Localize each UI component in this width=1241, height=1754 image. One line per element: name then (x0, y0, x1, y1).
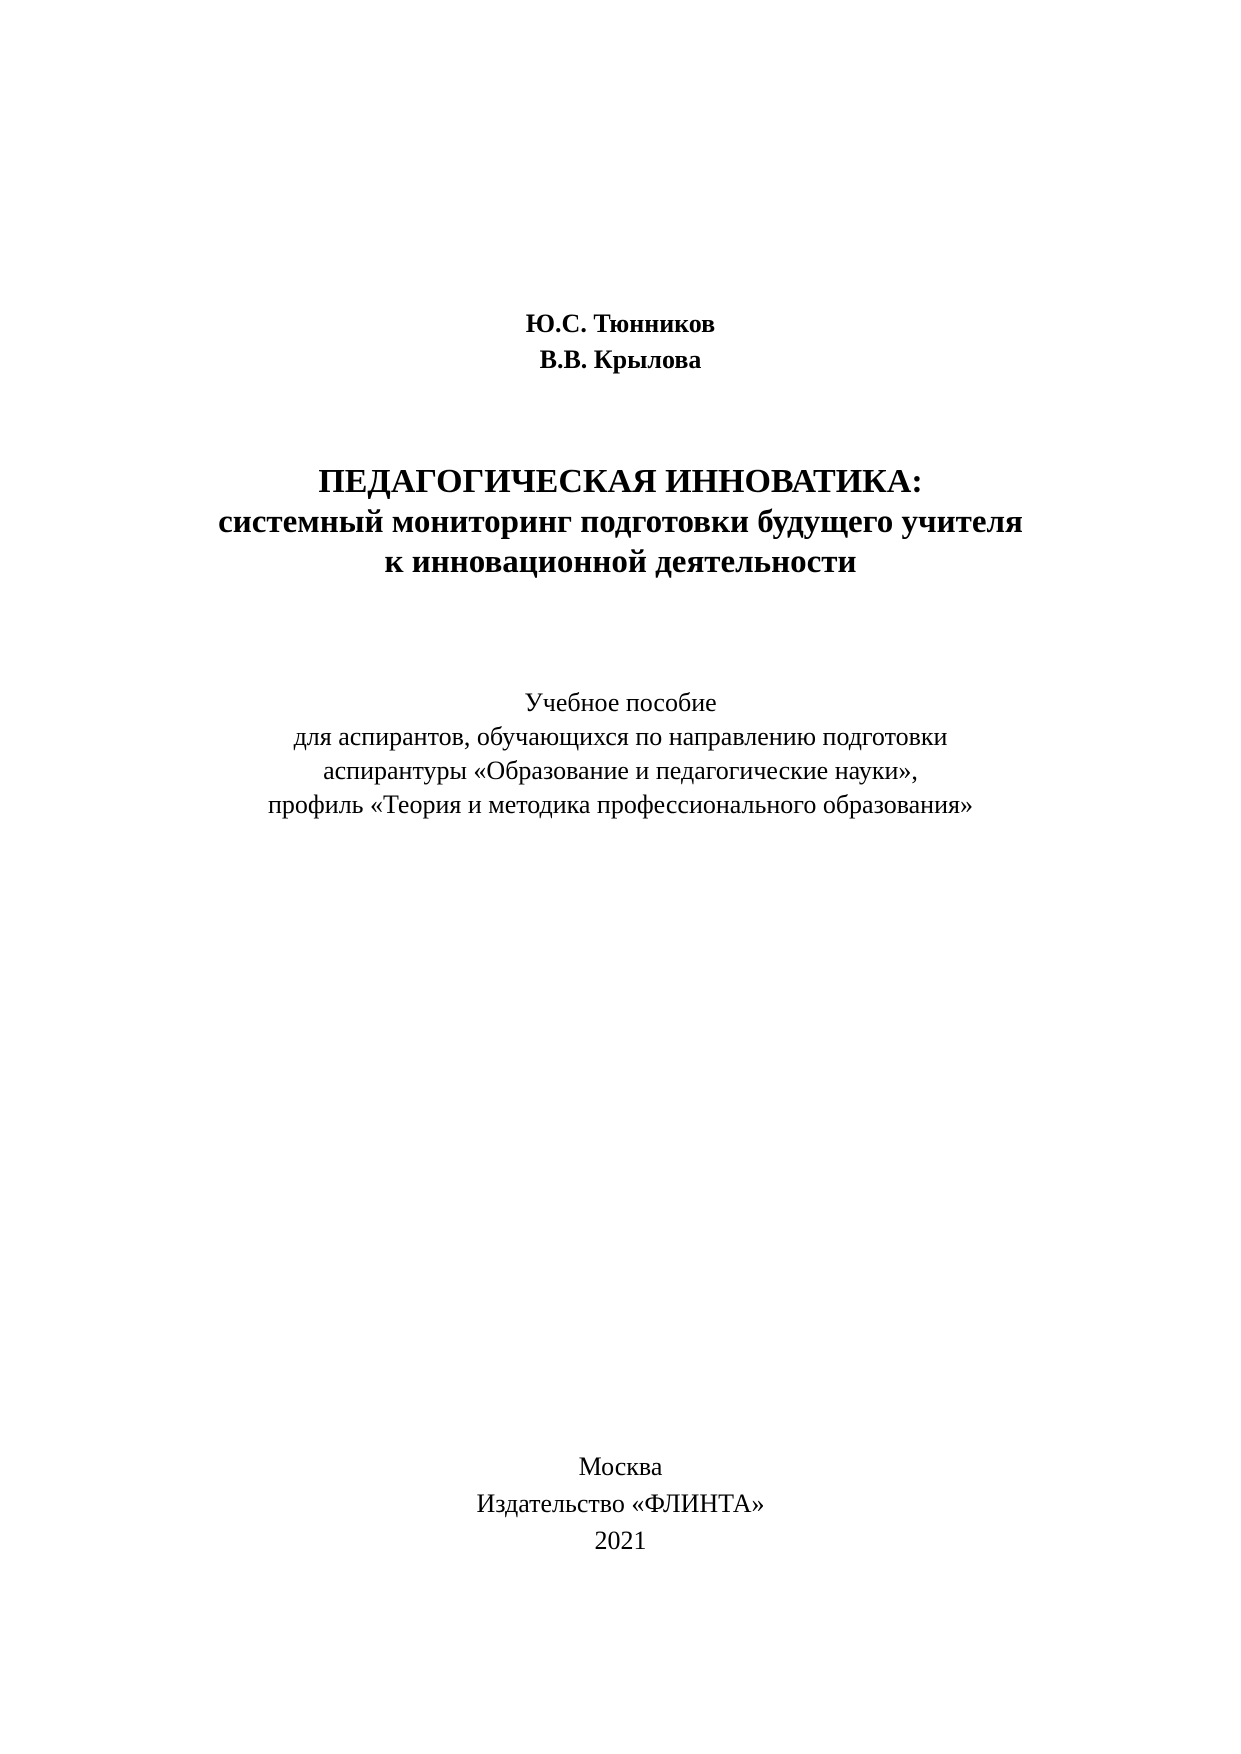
book-title: ПЕДАГОГИЧЕСКАЯ ИННОВАТИКА: (318, 463, 923, 500)
book-type: Учебное пособие (524, 688, 717, 717)
book-description-block (0, 686, 1241, 822)
imprint-block (0, 1448, 1241, 1559)
author-name: Ю.С. Тюнников (525, 309, 716, 338)
author-name: В.В. Крылова (539, 345, 702, 374)
book-title-block (0, 462, 1241, 582)
imprint-year: 2021 (594, 1526, 647, 1555)
book-subtitle-line: системный мониторинг подготовки будущего учителя (218, 504, 1023, 540)
authors-block (0, 306, 1241, 378)
imprint-city: Москва (578, 1452, 663, 1481)
imprint-publisher: Издательство «ФЛИНТА» (476, 1489, 765, 1518)
description-line: для аспирантов, обучающихся по направлению подготовки (293, 722, 948, 751)
book-subtitle-line: к инновационной деятельности (384, 544, 857, 580)
description-line: профиль «Теория и методика профессионального образования» (268, 790, 973, 819)
description-line: аспирантуры «Образование и педагогические науки», (323, 756, 918, 785)
